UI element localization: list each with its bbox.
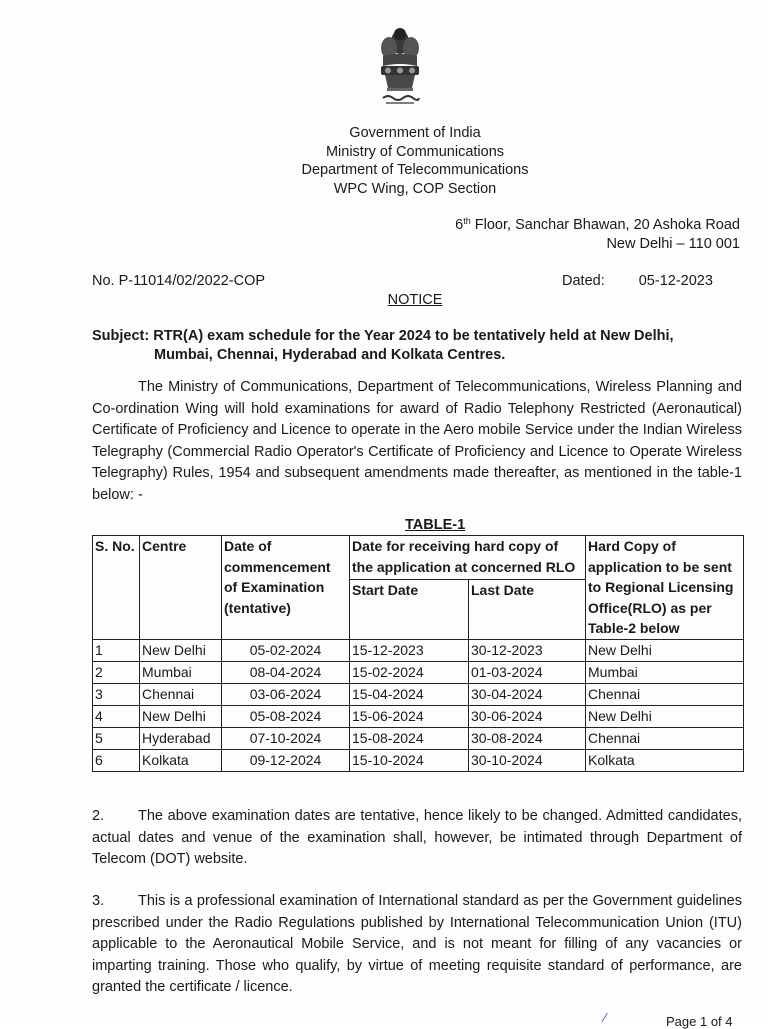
cell-sno: 5 — [93, 727, 140, 749]
dated-line — [562, 273, 713, 289]
notice-title: NOTICE — [387, 292, 443, 308]
cell-start-date: 15-10-2024 — [350, 749, 469, 771]
reference-number: No. P-11014/02/2022-COP — [92, 273, 266, 289]
ministry-header — [230, 124, 600, 198]
cell-start-date: 15-08-2024 — [350, 727, 469, 749]
subject-line-1: Subject: RTR(A) exam schedule for the Year 2024 to be tentatively held at New Delhi, — [92, 328, 674, 344]
cell-exam-date: 07-10-2024 — [222, 727, 350, 749]
signature-mark-icon: ⁄ — [604, 1010, 607, 1025]
paragraph-2-number: 2. — [92, 808, 105, 824]
address-line-2: New Delhi – 110 001 — [606, 235, 740, 252]
cell-last-date: 30-04-2024 — [469, 683, 586, 705]
cell-rlo: Chennai — [586, 683, 744, 705]
paragraph-3-number: 3. — [92, 893, 105, 909]
paragraph-3-text: This is a professional examination of International standard as per the Government guidelines prescribed under the Radio Regulations published by International Telecommunication Union (ITU) applicable to the Aeronautical Mobile Service, and is not meant for filling of any vacancies or imparting training. Those who qualify, by virtue of meeting requisite standard of performance, are granted the certificate / licence. — [92, 893, 742, 995]
cell-last-date: 01-03-2024 — [469, 661, 586, 683]
header-start-date: Start Date — [350, 579, 469, 639]
header-commencement: Date of commencement of Examination (tentative) — [222, 536, 350, 640]
table-row — [93, 639, 744, 661]
header-line-wing: WPC Wing, COP Section — [333, 180, 497, 197]
cell-rlo: New Delhi — [586, 705, 744, 727]
cell-exam-date: 08-04-2024 — [222, 661, 350, 683]
cell-sno: 3 — [93, 683, 140, 705]
header-line-government: Government of India — [349, 125, 481, 141]
cell-sno: 1 — [93, 639, 140, 661]
cell-rlo: Chennai — [586, 727, 744, 749]
table-title: TABLE-1 — [405, 517, 466, 533]
cell-rlo: Kolkata — [586, 749, 744, 771]
cell-exam-date: 03-06-2024 — [222, 683, 350, 705]
table-row — [93, 727, 744, 749]
table-row — [93, 661, 744, 683]
exam-schedule-table — [92, 535, 744, 772]
cell-last-date: 30-08-2024 — [469, 727, 586, 749]
table-row — [93, 705, 744, 727]
subject-line — [92, 327, 744, 364]
page-number: Page 1 of 4 — [666, 1014, 733, 1029]
header-hardcopy: Hard Copy of application to be sent to Regional Licensing Office(RLO) as per Table-2 below — [586, 536, 744, 640]
cell-rlo: Mumbai — [586, 661, 744, 683]
cell-sno: 4 — [93, 705, 140, 727]
cell-centre: New Delhi — [140, 639, 222, 661]
dated-label: Dated: — [562, 273, 605, 289]
table-row — [93, 749, 744, 771]
address-floor-suffix: th — [463, 216, 471, 226]
cell-centre: Hyderabad — [140, 727, 222, 749]
cell-last-date: 30-06-2024 — [469, 705, 586, 727]
paragraph-2 — [92, 806, 742, 871]
subject-line-2: Mumbai, Chennai, Hyderabad and Kolkata Centres. — [154, 346, 506, 363]
cell-centre: Chennai — [140, 683, 222, 705]
header-line-ministry: Ministry of Communications — [325, 143, 505, 160]
cell-exam-date: 09-12-2024 — [222, 749, 350, 771]
address-floor-number: 6 — [455, 217, 464, 233]
state-emblem-icon — [374, 26, 426, 108]
cell-start-date: 15-02-2024 — [350, 661, 469, 683]
cell-last-date: 30-12-2023 — [469, 639, 586, 661]
cell-sno: 2 — [93, 661, 140, 683]
header-centre: Centre — [140, 536, 222, 640]
header-line-department: Department of Telecommunications — [301, 162, 529, 178]
dated-value: 05-12-2023 — [638, 273, 713, 289]
cell-exam-date: 05-08-2024 — [222, 705, 350, 727]
paragraph-2-text: The above examination dates are tentative, hence likely to be changed. Admitted candidates, actual dates and venue of the examination shall, however, be intimated through Department of Telecom (DOT) website. — [92, 808, 742, 867]
address-line-1 — [455, 216, 740, 235]
cell-start-date: 15-12-2023 — [350, 639, 469, 661]
cell-centre: Mumbai — [140, 661, 222, 683]
cell-last-date: 30-10-2024 — [469, 749, 586, 771]
header-receiving: Date for receiving hard copy of the application at concerned RLO — [350, 536, 586, 580]
cell-start-date: 15-04-2024 — [350, 683, 469, 705]
cell-centre: New Delhi — [140, 705, 222, 727]
office-address — [455, 216, 740, 253]
cell-sno: 6 — [93, 749, 140, 771]
cell-rlo: New Delhi — [586, 639, 744, 661]
cell-exam-date: 05-02-2024 — [222, 639, 350, 661]
paragraph-3 — [92, 891, 742, 999]
paragraph-1: The Ministry of Communications, Department of Telecommunications, Wireless Planning and Co-ordination Wing will hold examinations for award of Radio Telephony Restricted (Aeronautical) Certificate of Proficiency and Licence to operate in the Aero mobile Service under the Indian Wireless Telegraphy (Commercial Radio Operator's Certificate of Proficiency and Licence to Operate Wireless Telegraphy) Rules, 1954 and subsequent amendments made thereafter, as mentioned in the table-1 below: - — [92, 379, 742, 503]
cell-centre: Kolkata — [140, 749, 222, 771]
address-line-1-text: Floor, Sanchar Bhawan, 20 Ashoka Road — [470, 217, 740, 233]
header-last-date: Last Date — [469, 579, 586, 639]
cell-start-date: 15-06-2024 — [350, 705, 469, 727]
table-row — [93, 683, 744, 705]
header-sno: S. No. — [93, 536, 140, 640]
